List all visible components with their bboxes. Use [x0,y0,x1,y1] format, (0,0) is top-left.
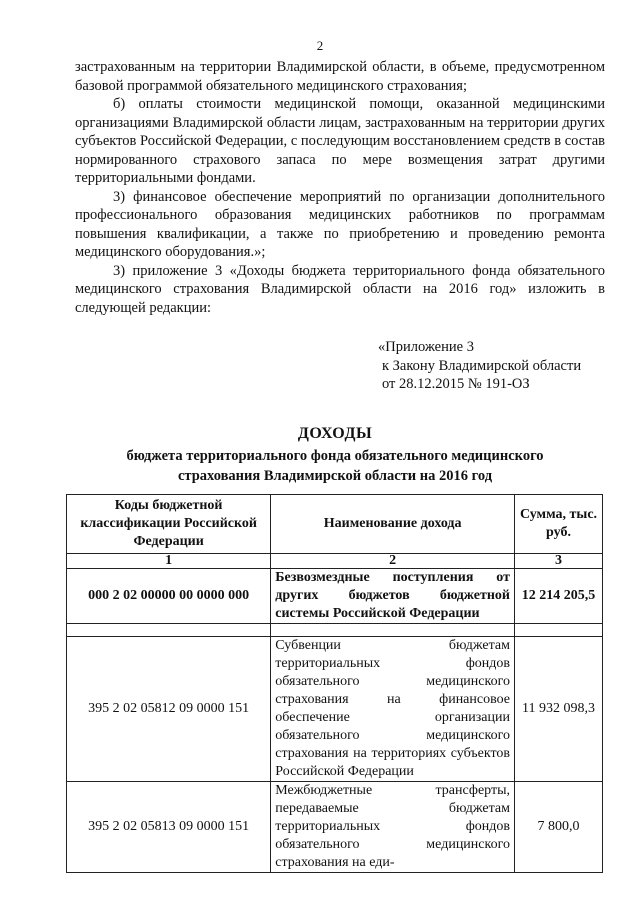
document-title [0,424,640,486]
appendix-ref-line: к Закону Владимирской области [382,357,582,374]
appendix-ref-line: «Приложение 3 [378,339,474,355]
row-name: Межбюджетные трансферты, передаваемые бюджетам территориальных фондов обязательного медицинского страхования на еди- [271,782,515,873]
page-number: 2 [316,38,324,53]
row-name: Субвенции бюджетам территориальных фондов обязательного медицинского страхования на финансовое обеспечение организации обязательного медицинского страхования на территориях субъектов Российской Федерации [271,637,515,782]
paragraph: 3) приложение 3 «Доходы бюджета территориального фонда обязательного медицинского страхования Владимирской области на 2016 год» изложить в следующей редакции: [75,262,605,316]
paragraph: застрахованным на территории Владимирской области, в объеме, предусмотренном базовой программой обязательного медицинского страхования; [75,59,605,94]
table-header-row [67,495,603,554]
title-sub-line: страхования Владимирской области на 2016 год [177,468,493,484]
table-row [67,782,603,873]
column-number: 2 [271,554,515,569]
body-text [75,58,605,317]
title-main: ДОХОДЫ [297,425,373,442]
header-code: Коды бюджетной классификации Российской Федерации [67,495,271,554]
table-row [67,637,603,782]
row-amount: 11 932 098,3 [515,637,603,782]
row-amount: 7 800,0 [515,782,603,873]
table-spacer-row [67,624,603,637]
spacer-cell [515,624,603,637]
paragraph: 3) финансовое обеспечение мероприятий по организации дополнительного профессионального образования медицинских работников по программам повышения квалификации, а также по приобретению и проведению ремонта медицинского оборудования.»; [75,188,605,260]
row-code: 000 2 02 00000 00 0000 000 [67,569,271,624]
appendix-reference [378,338,581,394]
appendix-ref-line: от 28.12.2015 № 191-ОЗ [382,376,530,392]
row-amount: 12 214 205,5 [515,569,603,624]
column-number: 3 [515,554,603,569]
income-table [66,494,603,873]
table-row [67,569,603,624]
row-code: 395 2 02 05813 09 0000 151 [67,782,271,873]
column-number-row [67,554,603,569]
spacer-cell [271,624,515,637]
row-code: 395 2 02 05812 09 0000 151 [67,637,271,782]
spacer-cell [67,624,271,637]
paragraph: б) оплаты стоимости медицинской помощи, оказанной медицинскими организациями Владимирской области лицам, застрахованным на территории других субъектов Российской Федерации, с последующим восстановлением средств в состав нормированного страхового запаса по мере возмещения затрат другими территориальными фондами. [75,96,605,186]
column-number: 1 [67,554,271,569]
header-name: Наименование дохода [271,495,515,554]
title-sub-line: бюджета территориального фонда обязательного медицинского [126,448,544,464]
header-amount: Сумма, тыс. руб. [515,495,603,554]
row-name: Безвозмездные поступления от других бюджетов бюджетной системы Российской Федерации [271,569,515,624]
